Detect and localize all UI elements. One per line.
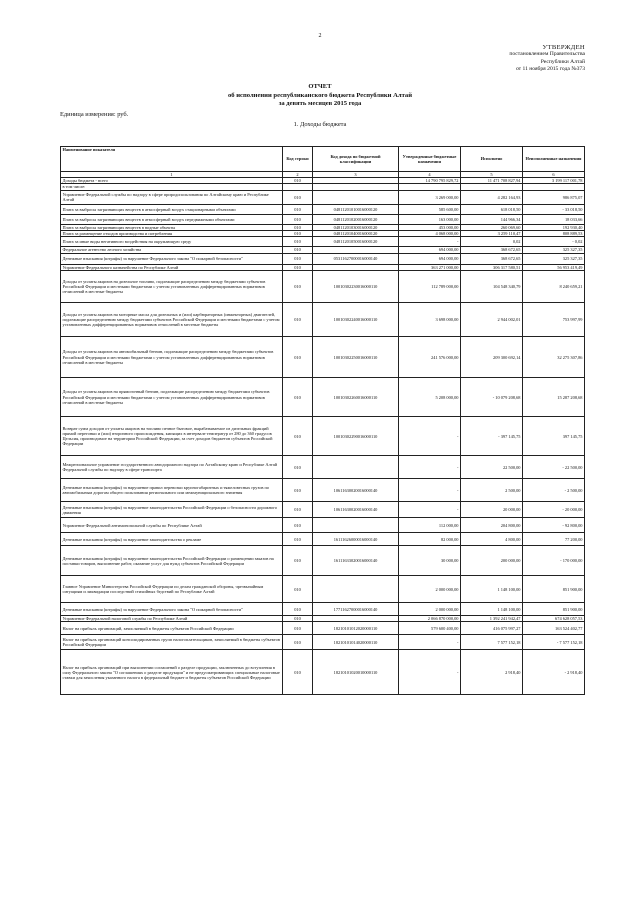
row-approved-cell: 694 000,00	[399, 254, 461, 265]
row-code-cell: 010	[283, 378, 313, 417]
row-name-cell: Возврат сумм доходов от уплаты акцизов на топливо печное бытовое, вырабатываемое из дизельных фракций прямой перегонки и (или) вторичного происхождения, кипящих в интервале температур от 280 до 360 градусов Цельсия, производимое на территории Российской Федерации, за счет доходов бюджетов субъектов Российской Федерации	[61, 417, 283, 456]
row-approved-cell: 82 000,00	[399, 533, 461, 546]
header-cell: Неисполненные назначения	[523, 147, 585, 172]
row-classification-cell: 04811201050016000120	[313, 237, 399, 247]
row-code-cell: 010	[283, 518, 313, 533]
row-classification-cell: 10010302260016000110	[313, 378, 399, 417]
table-row	[61, 502, 585, 518]
page-number: 2	[318, 33, 322, 39]
row-name-cell: Плата за выбросы загрязняющих веществ в атмосферный воздух передвижными объектами	[61, 214, 283, 224]
table-row	[61, 303, 585, 337]
row-code-cell: 010	[283, 214, 313, 224]
table-row	[61, 337, 585, 378]
row-unexecuted-cell: - 0,02	[523, 237, 585, 247]
row-classification-cell: 16111626000016000140	[313, 533, 399, 546]
row-approved-cell: 112 789 000,00	[399, 271, 461, 303]
row-unexecuted-cell: 3 199 117 001,78	[523, 178, 585, 184]
row-classification-cell: 10010302230016000110	[313, 271, 399, 303]
row-approved-cell: 3 698 000,00	[399, 303, 461, 337]
row-code-cell: 010	[283, 603, 313, 616]
column-number: 2	[283, 172, 313, 178]
row-approved-cell: 363 271 000,00	[399, 265, 461, 271]
table-row	[61, 214, 585, 224]
row-unexecuted-cell: 18 033,66	[523, 214, 585, 224]
row-executed-cell: 4 800,00	[461, 533, 523, 546]
row-code-cell: 010	[283, 546, 313, 576]
row-classification-cell	[313, 247, 399, 254]
row-unexecuted-cell: 325 327,35	[523, 247, 585, 254]
row-code-cell: 010	[283, 576, 313, 603]
row-code-cell: 010	[283, 616, 313, 622]
row-code-cell: 010	[283, 650, 313, 695]
table-row	[61, 533, 585, 546]
row-approved-cell: 585 600,00	[399, 204, 461, 214]
row-executed-cell: 204 800,00	[461, 518, 523, 533]
row-classification-cell	[313, 456, 399, 479]
row-executed-cell: 0,02	[461, 237, 523, 247]
approval-line: от 11 ноября 2015 года №373	[515, 66, 585, 73]
income-table	[60, 146, 585, 695]
column-number: 6	[523, 172, 585, 178]
row-name-cell: Плата за выбросы загрязняющих веществ в водные объекты	[61, 224, 283, 230]
row-name-cell: в том числе:	[61, 184, 283, 190]
row-unexecuted-cell: 8 240 659,21	[523, 271, 585, 303]
row-executed-cell: 260 069,60	[461, 224, 523, 230]
row-executed-cell: 306 317 580,51	[461, 265, 523, 271]
row-code-cell: 010	[283, 178, 313, 184]
row-unexecuted-cell: 77 200,00	[523, 533, 585, 546]
row-executed-cell: - 10 079 208,68	[461, 378, 523, 417]
row-unexecuted-cell: - 20 000,00	[523, 502, 585, 518]
row-executed-cell: 20 000,00	[461, 502, 523, 518]
row-executed-cell: 2 944 002,01	[461, 303, 523, 337]
row-executed-cell: 11 471 708 827,94	[461, 178, 523, 184]
approval-line: постановлением Правительства	[509, 51, 585, 58]
row-classification-cell	[313, 518, 399, 533]
row-unexecuted-cell: 32 275 307,86	[523, 337, 585, 378]
row-executed-cell: 1 148 100,00	[461, 576, 523, 603]
row-classification-cell: 18210101012020000110	[313, 622, 399, 635]
row-name-cell: Денежные взыскания (штрафы) за нарушение Федерального закона "О пожарной безопасности"	[61, 603, 283, 616]
row-classification-cell: 10611630020016000140	[313, 502, 399, 518]
row-approved-cell: -	[399, 502, 461, 518]
header-cell: Код строки	[283, 147, 313, 172]
row-executed-cell: 144 966,34	[461, 214, 523, 224]
row-code-cell: 010	[283, 502, 313, 518]
row-executed-cell: 416 075 997,27	[461, 622, 523, 635]
row-executed-cell: 200 000,00	[461, 546, 523, 576]
row-code-cell: 010	[283, 456, 313, 479]
row-unexecuted-cell: 674 628 057,53	[523, 616, 585, 622]
row-approved-cell: 2 066 870 000,00	[399, 616, 461, 622]
row-name-cell: Денежные взыскания (штрафы) за нарушение Федерального закона "О пожарной безопасности"	[61, 254, 283, 265]
row-approved-cell: -	[399, 479, 461, 502]
row-name-cell: Доходы от уплаты акцизов на дизельное топливо, подлежащие распределению между бюджетами субъектов Российской Федерации и местными бюджетами с учетом установленных дифференцированных нормативов отчислений в местные бюджеты	[61, 271, 283, 303]
row-classification-cell	[313, 576, 399, 603]
row-code-cell: 010	[283, 303, 313, 337]
row-name-cell: Межрегиональное управление государственного автодорожного надзора по Алтайскому краю и Республике Алтай Федеральной службы по надзору в сфере транспорта	[61, 456, 283, 479]
row-name-cell: Управление Федеральной налоговой службы по Республике Алтай	[61, 616, 283, 622]
row-unexecuted-cell: - 33 018,50	[523, 204, 585, 214]
row-executed-cell: 2 500,00	[461, 479, 523, 502]
row-name-cell: Доходы от уплаты акцизов на прямогонный бензин, подлежащие распределению между бюджетами субъектов Российской Федерации и местными бюджетами с учетом установленных дифференцированных нормативов отчислений в местные бюджеты	[61, 378, 283, 417]
row-name-cell: Главное Управление Министерства Российской Федерации по делам гражданской обороны, чрезвычайным ситуациям и ликвидации последствий стихийных бедствий по Республике Алтай	[61, 576, 283, 603]
row-classification-cell: 18210101014020000110	[313, 635, 399, 650]
row-classification-cell: 04811201040016000120	[313, 230, 399, 236]
row-unexecuted-cell: 808 889,53	[523, 230, 585, 236]
column-number: 3	[313, 172, 399, 178]
row-classification-cell: 18210101020010000110	[313, 650, 399, 695]
row-executed-cell: 4 282 164,93	[461, 190, 523, 204]
row-name-cell: Плата за выбросы загрязняющих веществ в атмосферный воздух стационарными объектами	[61, 204, 283, 214]
table-row	[61, 190, 585, 204]
row-unexecuted-cell: 56 953 419,49	[523, 265, 585, 271]
row-unexecuted-cell: - 22 500,00	[523, 456, 585, 479]
row-unexecuted-cell: 851 900,00	[523, 576, 585, 603]
row-unexecuted-cell: 986 875,07	[523, 190, 585, 204]
row-approved-cell: 163 000,00	[399, 214, 461, 224]
row-name-cell: Плата за иные виды негативного воздействия на окружающую среду	[61, 237, 283, 247]
row-name-cell: Денежные взыскания (штрафы) за нарушение законодательства Российской Федерации о размещении заказов на поставки товаров, выполнение работ, оказание услуг для нужд субъектов Российской Федерации	[61, 546, 283, 576]
row-classification-cell: 16111633020016000140	[313, 546, 399, 576]
row-approved-cell: 5 208 000,00	[399, 378, 461, 417]
row-code-cell: 010	[283, 337, 313, 378]
title-line-1: ОТЧЕТ	[308, 83, 332, 90]
row-approved-cell: 14 790 795 829,72	[399, 178, 461, 184]
row-approved-cell: 3 269 000,00	[399, 190, 461, 204]
row-executed-cell: 618 018,50	[461, 204, 523, 214]
row-classification-cell: 10010302250016000110	[313, 337, 399, 378]
row-code-cell: 010	[283, 224, 313, 230]
row-unexecuted-cell: - 170 000,00	[523, 546, 585, 576]
table-row	[61, 417, 585, 456]
report-title	[0, 83, 640, 109]
table-row	[61, 237, 585, 247]
row-code-cell: 010	[283, 533, 313, 546]
row-approved-cell: 241 576 000,00	[399, 337, 461, 378]
title-line-2: об исполнении республиканского бюджета Республики Алтай	[227, 91, 412, 99]
table-row	[61, 635, 585, 650]
row-name-cell: Плата за размещение отходов производства и потребления	[61, 230, 283, 236]
row-executed-cell: 1 148 100,00	[461, 603, 523, 616]
table-row	[61, 204, 585, 214]
row-approved-cell: 30 000,00	[399, 546, 461, 576]
header-cell: Исполнено	[461, 147, 523, 172]
row-code-cell: 010	[283, 204, 313, 214]
row-executed-cell: 368 672,65	[461, 254, 523, 265]
row-code-cell: 010	[283, 622, 313, 635]
row-code-cell: 010	[283, 237, 313, 247]
row-classification-cell: 10010302240016000110	[313, 303, 399, 337]
row-executed-cell: 2 918,40	[461, 650, 523, 695]
section-heading: 1. Доходы бюджета	[293, 121, 347, 128]
approval-line: Республики Алтай	[540, 58, 585, 65]
row-name-cell: Управление Федерального казначейства по Республике Алтай	[61, 265, 283, 271]
row-classification-cell: 10010302290016000110	[313, 417, 399, 456]
row-approved-cell: 2 000 000,00	[399, 576, 461, 603]
row-unexecuted-cell: - 2 918,40	[523, 650, 585, 695]
table-row	[61, 456, 585, 479]
row-code-cell: 010	[283, 265, 313, 271]
row-approved-cell: -	[399, 635, 461, 650]
table-header-row	[61, 147, 585, 172]
row-classification-cell: 04811201020016000120	[313, 214, 399, 224]
approval-block	[425, 44, 585, 74]
row-name-cell: Доходы от уплаты акцизов на автомобильный бензин, подлежащие распределению между бюджетами субъектов Российской Федерации и местными бюджетами с учетом установленных дифференцированных нормативов отчислений в местные бюджеты	[61, 337, 283, 378]
row-name-cell: Налог на прибыль организаций консолидированных групп налогоплательщиков, зачисляемый в бюджеты субъектов Российской Федерации	[61, 635, 283, 650]
row-name-cell: Федеральное агентство лесного хозяйства	[61, 247, 283, 254]
column-number: 5	[461, 172, 523, 178]
row-classification-cell: 05311627000016000140	[313, 254, 399, 265]
row-classification-cell: 04811201010016000120	[313, 204, 399, 214]
row-classification-cell: 10611630020016000140	[313, 479, 399, 502]
header-cell: Утвержденные бюджетные назначения	[399, 147, 461, 172]
row-unexecuted-cell: - 2 500,00	[523, 479, 585, 502]
row-unexecuted-cell: 753 997,99	[523, 303, 585, 337]
row-code-cell: 010	[283, 417, 313, 456]
row-name-cell: Управление Федеральной антимонопольной службы по Республике Алтай	[61, 518, 283, 533]
header-cell: Наименование показателя	[61, 147, 283, 172]
row-name-cell: Управление Федеральной службы по надзору в сфере природопользования по Алтайскому краю и Республике Алтай	[61, 190, 283, 204]
row-name-cell: Налог на прибыль организаций, зачисляемый в бюджеты субъектов Российской Федерации	[61, 622, 283, 635]
approval-heading: УТВЕРЖДЕН	[542, 44, 585, 51]
column-number: 1	[61, 172, 283, 178]
row-approved-cell: 4 068 000,00	[399, 230, 461, 236]
row-executed-cell: 22 500,00	[461, 456, 523, 479]
title-line-3: за девять месяцев 2015 года	[278, 100, 362, 108]
row-unexecuted-cell: 15 287 208,68	[523, 378, 585, 417]
row-executed-cell: - 397 145,75	[461, 417, 523, 456]
row-unexecuted-cell: - 92 800,00	[523, 518, 585, 533]
row-approved-cell: 453 000,00	[399, 224, 461, 230]
row-unexecuted-cell: 192 930,40	[523, 224, 585, 230]
row-name-cell: Налог на прибыль организаций при выполнении соглашений о разделе продукции, заключенных до вступления в силу Федерального закона "О соглашениях о разделе продукции" и не предусматривающих специальные налоговые ставки для зачисления указанного налога в федеральный бюджет и бюджеты субъектов Российской Федерации	[61, 650, 283, 695]
row-approved-cell: 2 000 000,00	[399, 603, 461, 616]
table-row	[61, 546, 585, 576]
row-executed-cell: 368 672,65	[461, 247, 523, 254]
table-row	[61, 254, 585, 265]
row-executed-cell: 104 548 340,79	[461, 271, 523, 303]
row-code-cell: 010	[283, 635, 313, 650]
table-row	[61, 603, 585, 616]
row-executed-cell: 3 259 110,47	[461, 230, 523, 236]
row-approved-cell: 579 600 400,00	[399, 622, 461, 635]
row-classification-cell	[313, 190, 399, 204]
row-approved-cell: -	[399, 417, 461, 456]
header-cell: Код дохода по бюджетной классификации	[313, 147, 399, 172]
table-row	[61, 518, 585, 533]
table-row	[61, 479, 585, 502]
units-label: Единица измерения: руб.	[60, 111, 129, 118]
table-row	[61, 271, 585, 303]
row-name-cell: Денежные взыскания (штрафы) за нарушение законодательства о рекламе	[61, 533, 283, 546]
table-row	[61, 378, 585, 417]
table-row	[61, 650, 585, 695]
row-approved-cell: 112 000,00	[399, 518, 461, 533]
row-executed-cell: 209 300 692,14	[461, 337, 523, 378]
row-code-cell: 010	[283, 230, 313, 236]
row-classification-cell: 17711627000016000140	[313, 603, 399, 616]
table-row	[61, 247, 585, 254]
row-code-cell: 010	[283, 190, 313, 204]
table-row	[61, 622, 585, 635]
row-unexecuted-cell: 851 900,00	[523, 603, 585, 616]
row-code-cell: 010	[283, 479, 313, 502]
column-number: 4	[399, 172, 461, 178]
row-name-cell: Денежные взыскания (штрафы) за нарушение законодательства Российской Федерации о безопасности дорожного движения	[61, 502, 283, 518]
row-name-cell: Доходы бюджета - всего	[61, 178, 283, 184]
row-unexecuted-cell: 163 524 402,77	[523, 622, 585, 635]
row-unexecuted-cell: 325 327,35	[523, 254, 585, 265]
row-approved-cell: 694 000,00	[399, 247, 461, 254]
row-unexecuted-cell: 397 145,75	[523, 417, 585, 456]
row-classification-cell: 04811201030016000120	[313, 224, 399, 230]
row-approved-cell: -	[399, 650, 461, 695]
row-code-cell: 010	[283, 271, 313, 303]
row-executed-cell: 1 392 241 942,47	[461, 616, 523, 622]
row-name-cell: Денежные взыскания (штрафы) за нарушение правил перевозки крупногабаритных и тяжеловесных грузов по автомобильным дорогам общего пользования регионального или межмуниципального значения	[61, 479, 283, 502]
row-executed-cell: 7 577 152,18	[461, 635, 523, 650]
row-approved-cell: -	[399, 237, 461, 247]
row-approved-cell: -	[399, 456, 461, 479]
row-code-cell: 010	[283, 247, 313, 254]
table-row	[61, 576, 585, 603]
row-unexecuted-cell: - 7 577 152,18	[523, 635, 585, 650]
row-code-cell: 010	[283, 254, 313, 265]
row-name-cell: Доходы от уплаты акцизов на моторные масла для дизельных и (или) карбюраторных (инжекторных) двигателей, подлежащие распределению между бюджетами субъектов Российской Федерации и местными бюджетами с учетом установленных дифференцированных нормативов отчислений в местные бюджеты	[61, 303, 283, 337]
